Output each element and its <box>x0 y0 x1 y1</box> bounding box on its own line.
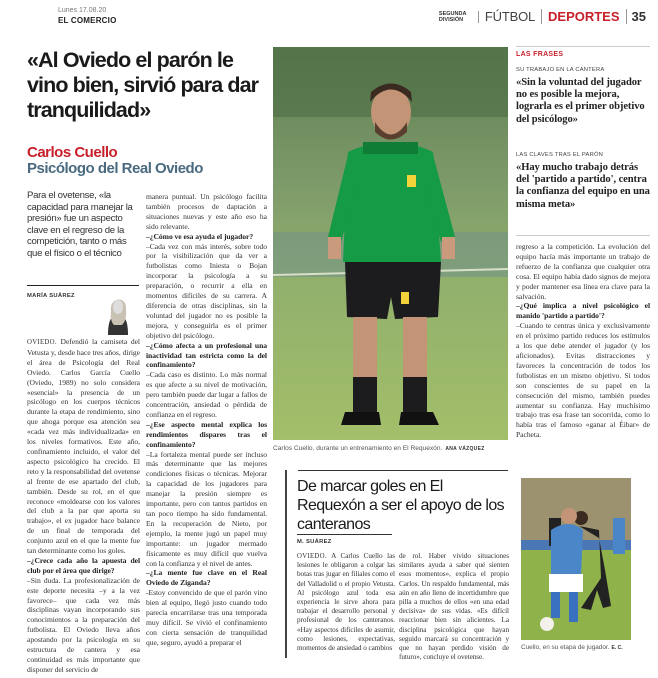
interviewee-name: Carlos Cuello <box>27 144 118 161</box>
interview-question: –¿Cómo ve esa ayuda el jugador? <box>146 231 254 241</box>
caption-text: Carlos Cuello, durante un entrenamiento en El Requexón. <box>273 445 443 452</box>
newspaper-name: EL COMERCIO <box>58 16 117 25</box>
main-photo <box>273 47 508 440</box>
interview-question: –¿La mente fue clave en el Real Oviedo de Ziganda? <box>146 568 267 588</box>
page-number: 35 <box>631 9 646 24</box>
player-photo <box>521 478 631 640</box>
divider <box>298 470 508 471</box>
pull-quote: «Sin la voluntad del jugador no es posible la mejora, lograrla es el primer objetivo del psicólogo» <box>516 77 645 125</box>
divider <box>297 534 392 535</box>
article-column-2 <box>146 192 267 658</box>
interview-answer: –Cada caso es distinto. Lo más normal es que afecte a su nivel de motivación, pero también puede dar lugar a fallos de concentración, ansiedad o pérdida de confianza en el regreso. <box>146 370 267 419</box>
sidebar-article-bar <box>285 470 287 658</box>
paragraph: A Carlos Cuello las lesiones le obligaron a colgar las botas tras jugar en filiales como el del Valladolid o el propio Vetusta. Al psicólogo azul toda esa experiencia le sirve ahora para trabajar el desarrollo personal y profesional de los canteranos. «Hay aspectos difíciles de asumir, como lesiones, expectativas, momentos de ansiedad o cambios <box>297 552 395 653</box>
interview-question: –¿Ese aspecto mental explica los rendimientos dispares tras el confinamiento? <box>146 419 267 449</box>
interview-question: –¿Cómo afecta a un profesional una inactividad tan estricta como la del confinamiento? <box>146 340 267 370</box>
paragraph: de rol. Haber vivido situaciones similares ayuda a saber qué sienten esos momentos», explica el propio Carlos. Un respaldo fundamental, más aún en año lleno de incertidumbre que pilla a muchos de ellos «en una edad decisiva» de sus vidas. «Es difícil reaccionar bien sin alicientes. La disciplina psicológica que hayan seguido marcará su concentración y que no hayan perdido visión de futuro», concluye el ovetense. <box>399 552 509 662</box>
interview-answer: –Cada vez con más interés, sobre todo por la visibilización que da ver a futbolistas como Iniesta o Bojan incorporar la psicología a su preparación, o recurrir a ella en momentos difíciles de su carrera. A diferencia de otras disciplinas, sin la voluntad del jugador no es posible la mejora, y conseguirla es el primer objetivo del psicólogo. <box>146 241 267 340</box>
interview-question: –¿Qué implica a nivel psicológico el manido 'partido a partido'? <box>516 301 650 321</box>
interview-answer: manera puntual. Un psicólogo facilita también procesos de daptación a situaciones nuevas y este año eso ha sido relevante. <box>146 192 267 231</box>
dateline: OVIEDO. <box>27 339 57 346</box>
article-headline: «Al Oviedo el parón le vino bien, sirvió para dar tranquilidad» <box>27 48 259 122</box>
divider <box>516 235 650 236</box>
caption-text: Cuello, en su etapa de jugador. <box>521 644 610 651</box>
quotes-title: LAS FRASES <box>516 51 564 58</box>
interview-answer: –Sin duda. La profesionalización de este deporte necesita –y a la vez favorece– que cada vez más disciplinas vayan incorporando sus conocimientos a la preparación del futbolista. El Oviedo lleva años apostando por la psicología en su estructura de cantera y esa continuidad es más importante que disponer del servicio de <box>27 575 140 674</box>
photo-credit: E. C. <box>611 645 623 651</box>
article-column-1 <box>27 337 140 674</box>
dateline: OVIEDO. <box>297 553 327 560</box>
section-header <box>439 9 646 24</box>
divider <box>27 285 139 286</box>
photo-credit: ANA VÁZQUEZ <box>445 446 485 452</box>
quote-kicker: LAS CLAVES TRAS EL PARÓN <box>516 152 604 158</box>
photo-caption <box>273 445 485 452</box>
interview-answer: -Estoy convencido de que el parón vino bien al equipo, llegó justo cuando todo parecía encarrilarse tras una temporada muy difícil. Se vivió el confinamiento con cierta sensación de tranquilidad que, seguro, ayudó a preparar el <box>146 588 267 647</box>
sidebar-byline: M. SUÁREZ <box>297 539 332 545</box>
paragraph: Defendió la camiseta del Vetusta y, desde hace tres años, dirige el área de Psicología del Real Oviedo. Carlos García Cuello (Oviedo, 1989) no solo considera «esencial» la presencia de un psicólogo en los cuerpos técnicos durante la etapa de rendimiento, sino que ahoga porque esa atención sea «cada vez más individualizada» en los niveles formativos. Este año, confinamiento incluido, el valor del aspecto psicológico ha crecido. El reto y la responsabilidad del ovetense al frente de ese apartado del club, también. Desde su rol, en el que reconoce «moldearse con los valores del club a la par que aporta su trabajo», el ex jugador hace balance de un final de temporada del conjunto azul en el que la mente fue tan determinante como los goles. <box>27 337 140 556</box>
interviewee-role: Psicólogo del Real Oviedo <box>27 160 203 177</box>
interview-answer: –La fortaleza mental puede ser incluso más determinante que las mejores condiciones físicas o técnicas. Mejorar la capacidad de los jugadores para manejar la presión siempre es importante, pero con tantos partidos en tan poco tiempo ha sido fundamental. En la recuperación de Nieto, por ejemplo, la mente jugó un papel muy importante: un jugador mermado físicamente es muy difícil que vuelva con la confianza y el nivel de antes. <box>146 449 267 568</box>
byline: MARÍA SUÁREZ <box>27 293 75 299</box>
article-column-3 <box>516 242 650 467</box>
section-label: FÚTBOL <box>479 9 542 24</box>
interview-question: –¿Crece cada año la apuesta del club por el área que dirige? <box>27 555 140 575</box>
sidebar-column-2 <box>399 552 509 678</box>
quote-kicker: SU TRABAJO EN LA CANTERA <box>516 67 605 73</box>
photo-caption <box>521 644 623 651</box>
divider <box>516 46 650 47</box>
pull-quote: «Hay mucho trabajo detrás del 'partido a partido', centra la confianza del equipo en una misma meta» <box>516 162 650 210</box>
interview-answer: regreso a la competición. La evolución del equipo hacía más importante un trabajo de refuerzo de la confianza que cualquier otra cosa. El equipo había dado signos de mejora y poder mantener esa línea era clave para la salvación. <box>516 242 650 301</box>
category-label: DEPORTES <box>542 9 627 24</box>
division-label: SEGUNDA DIVISIÓN <box>439 11 479 23</box>
author-photo <box>100 289 136 335</box>
sidebar-column-1 <box>297 552 395 658</box>
interview-answer: –Cuando te centras única y exclusivamente en el próximo partido reduces los estímulos a los que debe atender el jugador (y los aficionados). Evitas distracciones y favoreces la concentración de todos los futbolistas en un mismo objetivo. Si todos son conscientes de su papel en la consecución del mismo, también puedes aumentar su confianza. Hay muchísimo trabajo tras esa frase tan socorrida, como lo había tras el famoso «ganar al Éibar» de Pacheta. <box>516 321 650 440</box>
issue-date: Lunes 17.08.20 <box>58 7 107 14</box>
sidebar-article-headline: De marcar goles en El Requexón a ser el apoyo de los canteranos <box>297 478 505 533</box>
article-intro: Para el ovetense, «la capacidad para manejar la presión» fue un aspecto clave en el regreso de la competición, tanto o más que el físico o el técnico <box>27 190 133 259</box>
